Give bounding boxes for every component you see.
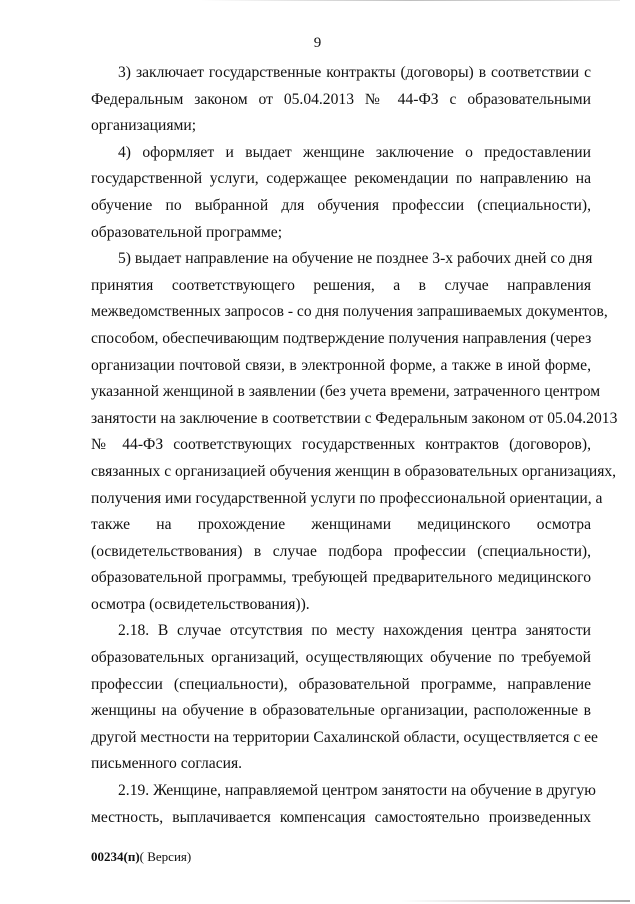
text-line: способом, обеспечивающим подтверждение получения направления (через <box>91 329 592 347</box>
footer-code: 00234(п) <box>91 849 140 864</box>
text-line: 3) заключает государственные контракты (договоры) в соответствии с <box>118 64 591 81</box>
text-line: связанных с организацией обучения женщин в образовательных организациях, <box>91 462 617 480</box>
text-line: образовательных организаций, осуществляющих обучение по требуемой <box>91 649 591 667</box>
text-line: принятия соответствующего решения, а в случае направления <box>91 276 591 294</box>
paragraph <box>91 60 591 140</box>
document-body <box>91 60 618 831</box>
text-line: № 44-ФЗ соответствующих государственных контрактов (договоров), <box>91 436 591 454</box>
text-line: также на прохождение женщинами медицинского осмотра <box>91 516 591 534</box>
paragraph <box>91 246 618 618</box>
text-line: 5) выдает направление на обучение не позднее 3-х рабочих дней со дня <box>118 250 593 268</box>
paragraph <box>91 778 596 831</box>
paragraph <box>91 618 598 778</box>
text-line: получения ими государственной услуги по профессиональной ориентации, а <box>91 489 603 507</box>
text-line: межведомственных запросов - со дня получения запрашиваемых документов, <box>91 303 608 321</box>
text-line: образовательной программы, требующей предварительного медицинского <box>91 569 591 587</box>
text-line: женщины на обучение в образовательные организации, расположенные в <box>91 702 591 720</box>
text-line: профессии (специальности), образовательной программе, направление <box>91 675 591 693</box>
scan-edge-bottom <box>400 900 630 902</box>
footer-version: ( Версия) <box>139 849 192 864</box>
text-line: (освидетельствования) в случае подбора профессии (специальности), <box>91 542 591 560</box>
text-line: 2.18. В случае отсутствия по месту нахождения центра занятости <box>118 622 591 640</box>
footer-document-code <box>91 849 191 865</box>
text-line: обучение по выбранной для обучения профессии (специальности), <box>91 196 591 214</box>
text-line: 2.19. Женщине, направляемой центром занятости на обучение в другую <box>118 782 596 800</box>
paragraph <box>91 140 591 246</box>
text-line: организациями; <box>91 117 197 135</box>
text-line: указанной женщиной в заявлении (без учета времени, затраченного центром <box>91 383 601 401</box>
text-line: Федеральным законом от 05.04.2013 № 44-ФЗ с образовательными <box>91 90 591 108</box>
text-line: организации почтовой связи, в электронной форме, а также в иной форме, <box>91 356 591 374</box>
text-line: занятости на заключение в соответствии с Федеральным законом от 05.04.2013 <box>91 409 618 427</box>
text-line: другой местности на территории Сахалинской области, осуществляется с ее <box>91 728 598 746</box>
text-line: письменного согласия. <box>91 755 243 773</box>
text-line: государственной услуги, содержащее рекомендации по направлению на <box>91 170 591 188</box>
text-line: местность, выплачивается компенсация самостоятельно произведенных <box>91 808 591 826</box>
text-line: образовательной программе; <box>91 223 283 241</box>
page-number: 9 <box>313 35 322 51</box>
scan-edge-top <box>200 0 620 1</box>
text-line: 4) оформляет и выдает женщине заключение о предоставлении <box>118 143 591 161</box>
text-line: осмотра (освидетельствования)). <box>91 595 310 613</box>
